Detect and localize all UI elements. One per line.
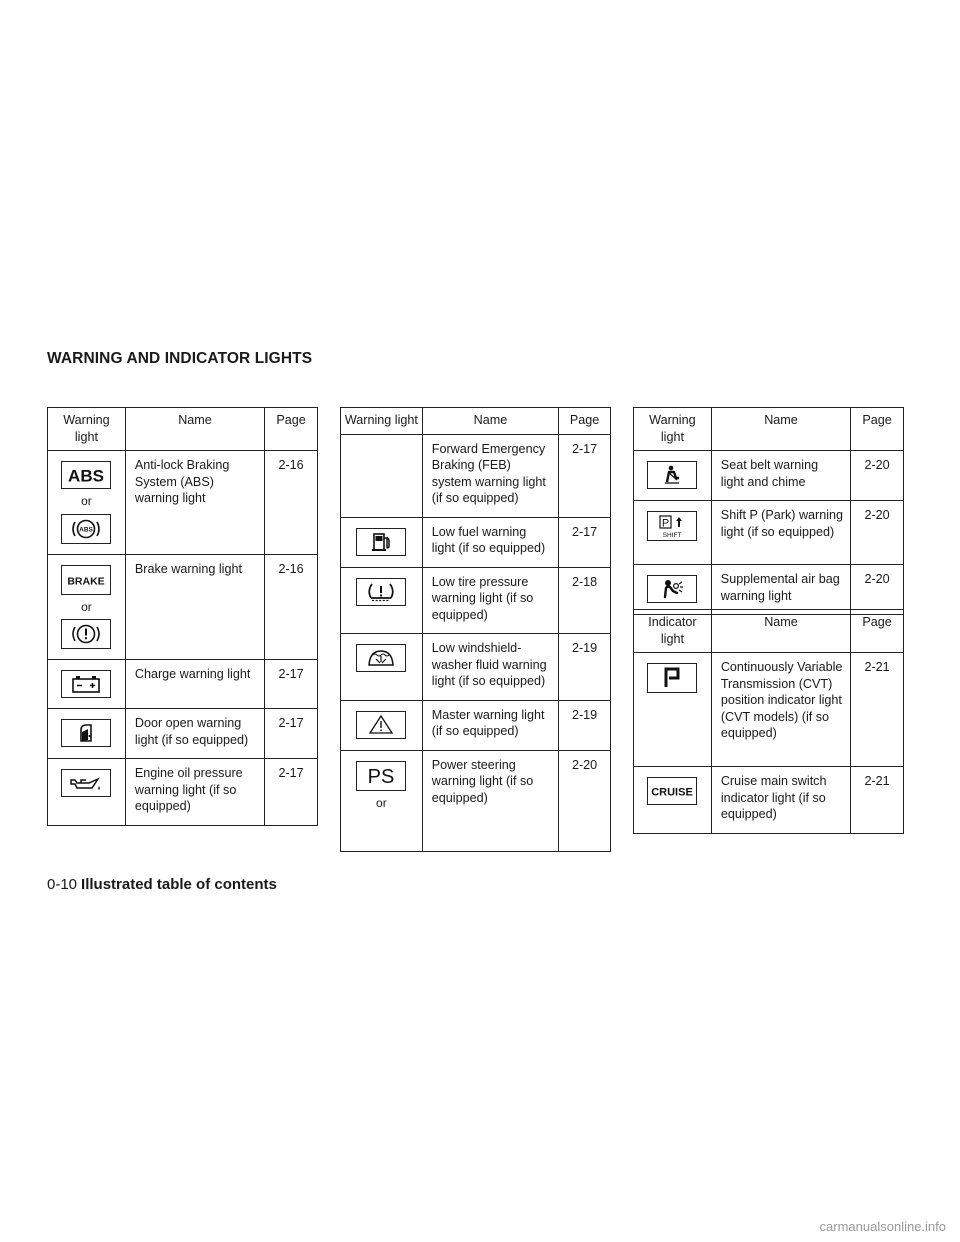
door-open-icon [61,719,111,747]
watermark: carmanualsonline.info [819,1219,946,1234]
table-row [341,434,611,517]
table-row [48,709,318,759]
icon-cell [634,565,712,615]
table-row [341,634,611,701]
row-name: Low fuel warning light (if so equipped) [422,517,558,567]
icon-cell [341,517,423,567]
row-page: 2-19 [559,634,611,701]
washer-fluid-icon [356,644,406,672]
shift-park-icon [647,511,697,541]
oil-can-icon [61,769,111,797]
row-page: 2-21 [851,767,904,834]
icon-cell [48,660,126,709]
row-name: Cruise main switch indicator light (if so equipped) [711,767,850,834]
battery-icon [61,670,111,698]
table-row [48,660,318,709]
header-name: Name [422,408,558,435]
row-page: 2-17 [559,434,611,517]
row-page: 2-16 [265,451,318,555]
cvt-p-icon [647,663,697,693]
table-row [341,750,611,851]
header-name: Name [711,610,850,653]
row-page: 2-18 [559,567,611,634]
svg-text:P: P [662,517,670,530]
row-page: 2-17 [559,517,611,567]
row-page: 2-20 [851,501,904,565]
row-name: Seat belt warning light and chime [711,451,850,501]
header-name: Name [125,408,264,451]
icon-cell [48,554,126,660]
cruise-icon-text: CRUISE [651,786,694,799]
header-page: Page [265,408,318,451]
cruise-icon [647,777,697,805]
row-name: Shift P (Park) warning light (if so equipped) [711,501,850,565]
row-page: 2-17 [265,759,318,826]
table-row [634,451,904,501]
seat-belt-icon [647,461,697,489]
row-page: 2-20 [851,451,904,501]
row-page: 2-17 [265,660,318,709]
icon-cell [634,501,712,565]
abs-icon-text: ABS [68,466,105,486]
table-row [48,451,318,555]
row-page: 2-17 [265,709,318,759]
row-page: 2-19 [559,700,611,750]
page-number: 0-10 [47,876,78,893]
abs-circle-icon-text: ABS [79,526,94,533]
row-name: Master warning light (if so equipped) [422,700,558,750]
table-row [341,517,611,567]
master-warning-icon [356,711,406,739]
table-row [48,554,318,660]
icon-cell [341,700,423,750]
header-warning-light: Warning light [48,408,126,451]
brake-icon-text: BRAKE [67,575,106,587]
section-title: WARNING AND INDICATOR LIGHTS [47,350,313,367]
table-row [634,767,904,834]
icon-cell [634,451,712,501]
icon-cell [341,750,423,851]
or-label: or [81,599,92,614]
icon-cell [341,434,423,517]
header-page: Page [851,610,904,653]
table-row [341,700,611,750]
row-name: Anti-lock Braking System (ABS) warning light [125,451,264,555]
abs-circle-icon [61,514,111,544]
power-steering-icon [356,761,406,791]
tire-pressure-icon [356,578,406,606]
table-row [341,567,611,634]
header-name: Name [711,408,850,451]
header-warning-light: Warning light [341,408,423,435]
icon-cell [48,451,126,555]
row-name: Forward Emergency Braking (FEB) system warning light (if so equipped) [422,434,558,517]
row-name: Continuously Variable Transmission (CVT) position indicator light (CVT models) (if so equipped) [711,653,850,767]
row-name: Low windshield-washer fluid warning light (if so equipped) [422,634,558,701]
header-indicator-light: Indicator light [634,610,712,653]
page-footer [47,876,277,893]
row-page: 2-16 [265,554,318,660]
icon-cell [341,567,423,634]
airbag-icon [647,575,697,603]
icon-cell [341,634,423,701]
row-name: Charge warning light [125,660,264,709]
brake-circle-icon [61,619,111,649]
header-page: Page [851,408,904,451]
row-name: Brake warning light [125,554,264,660]
row-name: Supplemental air bag warning light [711,565,850,615]
brake-icon [61,565,111,595]
row-name: Power steering warning light (if so equipped) [422,750,558,851]
warning-lights-table-3 [633,407,904,615]
table-row [48,759,318,826]
indicator-lights-table [633,609,904,834]
icon-cell [634,767,712,834]
row-page: 2-21 [851,653,904,767]
row-name: Door open warning light (if so equipped) [125,709,264,759]
icon-cell [634,653,712,767]
row-page: 2-20 [851,565,904,615]
row-name: Low tire pressure warning light (if so equipped) [422,567,558,634]
icon-cell [48,709,126,759]
warning-lights-table-1 [47,407,318,826]
table-row [634,653,904,767]
table-row [634,501,904,565]
row-page: 2-20 [559,750,611,851]
row-name: Engine oil pressure warning light (if so equipped) [125,759,264,826]
header-page: Page [559,408,611,435]
abs-icon [61,461,111,489]
or-label: or [81,494,92,508]
header-warning-light: Warning light [634,408,712,451]
icon-cell [48,759,126,826]
shift-icon-text: SHIFT [663,532,682,539]
fuel-pump-icon [356,528,406,556]
table-row [634,565,904,615]
or-label: or [376,795,387,810]
section-name: Illustrated table of contents [81,876,277,893]
ps-icon-text: PS [368,765,395,788]
warning-lights-table-2 [340,407,611,852]
